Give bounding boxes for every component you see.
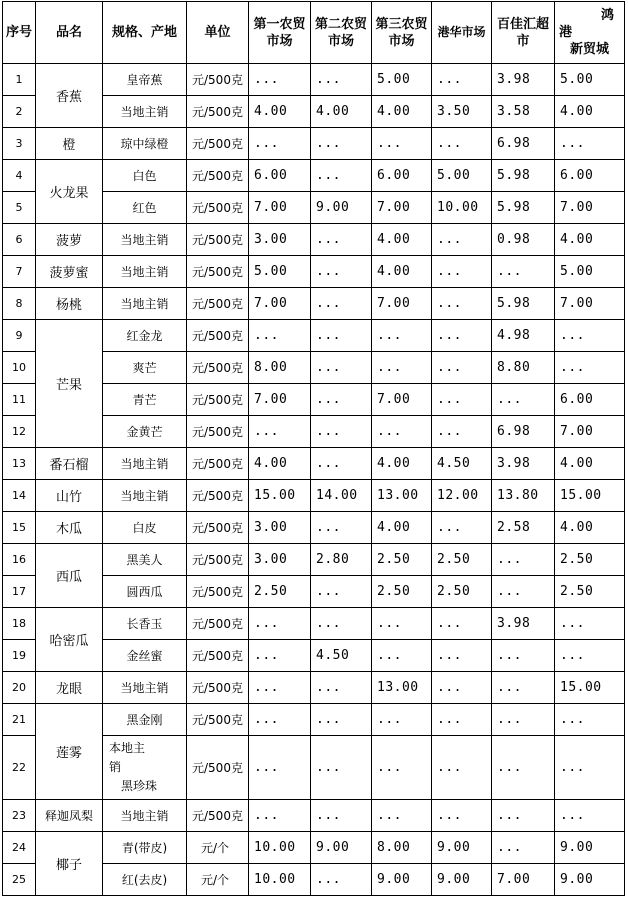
unit-cell: 元/500克	[187, 672, 249, 704]
price-cell: ...	[492, 544, 555, 576]
spec-cell: 白皮	[103, 512, 187, 544]
row-number: 20	[3, 672, 36, 704]
product-name: 菠萝蜜	[36, 256, 103, 288]
product-name: 山竹	[36, 480, 103, 512]
table-row	[3, 64, 625, 96]
row-number: 8	[3, 288, 36, 320]
header-name: 品名	[36, 2, 103, 64]
table-row	[3, 704, 625, 736]
price-cell: ...	[311, 160, 372, 192]
price-cell: 3.98	[492, 64, 555, 96]
price-cell: ...	[372, 416, 432, 448]
price-cell: ...	[432, 800, 492, 832]
price-cell: 6.00	[555, 384, 625, 416]
spec-cell: 当地主销	[103, 256, 187, 288]
price-cell: ...	[492, 256, 555, 288]
price-cell: ...	[311, 864, 372, 896]
header-market-4: 港华市场	[432, 2, 492, 64]
unit-cell: 元/个	[187, 864, 249, 896]
row-number: 24	[3, 832, 36, 864]
price-cell: ...	[311, 512, 372, 544]
header-market-5	[492, 2, 555, 64]
price-cell: ...	[249, 672, 311, 704]
price-cell: 5.98	[492, 160, 555, 192]
spec-cell: 青芒	[103, 384, 187, 416]
product-name: 莲雾	[36, 704, 103, 800]
price-cell: 4.00	[249, 96, 311, 128]
price-cell: ...	[492, 832, 555, 864]
header-spec: 规格、产地	[103, 2, 187, 64]
price-cell: ...	[492, 672, 555, 704]
price-cell: 7.00	[372, 192, 432, 224]
price-cell: 7.00	[249, 192, 311, 224]
spec-cell: 当地主销	[103, 800, 187, 832]
row-number: 18	[3, 608, 36, 640]
row-number: 25	[3, 864, 36, 896]
unit-cell: 元/500克	[187, 224, 249, 256]
table-row	[3, 544, 625, 576]
table-row	[3, 608, 625, 640]
price-cell: 9.00	[372, 864, 432, 896]
spec-cell: 圆西瓜	[103, 576, 187, 608]
price-cell: ...	[311, 576, 372, 608]
row-number: 11	[3, 384, 36, 416]
header-market-5-line1: 百佳汇超	[496, 16, 549, 32]
price-cell: 4.50	[311, 640, 372, 672]
spec-cell: 当地主销	[103, 448, 187, 480]
product-name: 释迦凤梨	[36, 800, 103, 832]
row-number: 17	[3, 576, 36, 608]
price-cell: 7.00	[372, 288, 432, 320]
unit-cell: 元/500克	[187, 128, 249, 160]
price-cell: ...	[311, 704, 372, 736]
price-cell: ...	[311, 352, 372, 384]
price-cell: ...	[311, 672, 372, 704]
price-cell: 2.50	[432, 544, 492, 576]
price-cell: ...	[432, 352, 492, 384]
row-number: 5	[3, 192, 36, 224]
header-market-2-line2: 市场	[327, 33, 354, 49]
price-cell: ...	[432, 224, 492, 256]
unit-cell: 元/500克	[187, 256, 249, 288]
spec-cell	[103, 736, 187, 800]
price-cell: ...	[432, 288, 492, 320]
header-market-3	[372, 2, 432, 64]
table-row	[3, 800, 625, 832]
row-number: 3	[3, 128, 36, 160]
price-cell: ...	[432, 128, 492, 160]
header-market-6-line3: 新贸城	[569, 42, 609, 57]
product-name: 西瓜	[36, 544, 103, 608]
price-cell: ...	[249, 128, 311, 160]
price-cell: 2.50	[249, 576, 311, 608]
table-row	[3, 672, 625, 704]
price-cell: ...	[311, 320, 372, 352]
price-cell: 4.50	[432, 448, 492, 480]
price-cell: 13.00	[372, 672, 432, 704]
price-cell: ...	[555, 128, 625, 160]
price-cell: ...	[249, 608, 311, 640]
price-cell: ...	[311, 224, 372, 256]
unit-cell: 元/500克	[187, 64, 249, 96]
product-name: 番石榴	[36, 448, 103, 480]
price-cell: 6.00	[372, 160, 432, 192]
price-cell: ...	[555, 800, 625, 832]
unit-cell: 元/500克	[187, 704, 249, 736]
price-cell: ...	[249, 640, 311, 672]
price-cell: ...	[432, 64, 492, 96]
price-cell: ...	[492, 736, 555, 800]
price-cell: 9.00	[432, 864, 492, 896]
price-cell: ...	[432, 736, 492, 800]
price-cell: 4.00	[372, 224, 432, 256]
price-cell: ...	[432, 384, 492, 416]
price-cell: 2.50	[372, 576, 432, 608]
price-cell: 5.00	[372, 64, 432, 96]
spec-cell: 琼中绿橙	[103, 128, 187, 160]
product-name: 木瓜	[36, 512, 103, 544]
row-number: 4	[3, 160, 36, 192]
spec-cell: 爽芒	[103, 352, 187, 384]
spec-cell: 黑金刚	[103, 704, 187, 736]
unit-cell: 元/500克	[187, 416, 249, 448]
price-cell: ...	[555, 352, 625, 384]
price-cell: 7.00	[249, 384, 311, 416]
price-cell: 5.00	[555, 256, 625, 288]
spec-cell: 黑美人	[103, 544, 187, 576]
price-cell: 4.00	[372, 448, 432, 480]
price-cell: ...	[311, 736, 372, 800]
price-cell: 13.80	[492, 480, 555, 512]
unit-cell: 元/个	[187, 832, 249, 864]
spec-cell: 青(带皮)	[103, 832, 187, 864]
header-market-6-line1: 鸿	[600, 8, 614, 23]
row-number: 22	[3, 736, 36, 800]
table-row	[3, 256, 625, 288]
header-no: 序号	[3, 2, 36, 64]
header-market-2	[311, 2, 372, 64]
price-cell: 3.00	[249, 512, 311, 544]
spec-cell: 白色	[103, 160, 187, 192]
price-cell: 5.00	[249, 256, 311, 288]
price-cell: 9.00	[555, 832, 625, 864]
price-cell: 5.98	[492, 288, 555, 320]
price-cell: 12.00	[432, 480, 492, 512]
price-cell: 7.00	[372, 384, 432, 416]
product-name: 菠萝	[36, 224, 103, 256]
product-name: 芒果	[36, 320, 103, 448]
price-cell: 7.00	[555, 416, 625, 448]
price-cell: ...	[311, 416, 372, 448]
unit-cell: 元/500克	[187, 800, 249, 832]
price-cell: ...	[492, 640, 555, 672]
price-cell: 13.00	[372, 480, 432, 512]
price-cell: 4.00	[555, 448, 625, 480]
price-cell: ...	[249, 64, 311, 96]
header-market-3-line2: 市场	[388, 33, 415, 49]
spec-cell: 红金龙	[103, 320, 187, 352]
price-cell: 10.00	[432, 192, 492, 224]
spec-cell: 红(去皮)	[103, 864, 187, 896]
price-cell: 14.00	[311, 480, 372, 512]
price-cell: ...	[372, 320, 432, 352]
price-cell: ...	[311, 128, 372, 160]
price-cell: 6.00	[555, 160, 625, 192]
price-cell: 2.80	[311, 544, 372, 576]
row-number: 15	[3, 512, 36, 544]
table-row	[3, 160, 625, 192]
spec-line: 黑珍珠	[121, 779, 158, 793]
spec-cell: 金黄芒	[103, 416, 187, 448]
price-cell: ...	[311, 608, 372, 640]
price-cell: 2.50	[555, 544, 625, 576]
unit-cell: 元/500克	[187, 320, 249, 352]
price-cell: 4.00	[311, 96, 372, 128]
unit-cell: 元/500克	[187, 640, 249, 672]
price-cell: 9.00	[311, 832, 372, 864]
spec-cell: 当地主销	[103, 288, 187, 320]
price-cell: 7.00	[249, 288, 311, 320]
unit-cell: 元/500克	[187, 384, 249, 416]
price-cell: 7.00	[492, 864, 555, 896]
price-cell: ...	[555, 608, 625, 640]
price-cell: 8.80	[492, 352, 555, 384]
unit-cell: 元/500克	[187, 448, 249, 480]
price-cell: 15.00	[555, 480, 625, 512]
row-number: 21	[3, 704, 36, 736]
price-cell: 0.98	[492, 224, 555, 256]
price-cell: ...	[311, 288, 372, 320]
price-cell: ...	[249, 416, 311, 448]
price-cell: 2.50	[555, 576, 625, 608]
price-cell: 4.00	[249, 448, 311, 480]
price-cell: ...	[492, 576, 555, 608]
spec-cell: 金丝蜜	[103, 640, 187, 672]
price-cell: ...	[492, 384, 555, 416]
price-cell: 3.00	[249, 544, 311, 576]
price-cell: ...	[249, 800, 311, 832]
table-row	[3, 448, 625, 480]
price-cell: 10.00	[249, 864, 311, 896]
price-cell: 15.00	[555, 672, 625, 704]
unit-cell: 元/500克	[187, 352, 249, 384]
price-cell: ...	[432, 256, 492, 288]
unit-cell: 元/500克	[187, 544, 249, 576]
price-cell: ...	[432, 672, 492, 704]
price-cell: ...	[492, 800, 555, 832]
spec-cell: 皇帝蕉	[103, 64, 187, 96]
price-cell: ...	[432, 704, 492, 736]
price-cell: ...	[432, 512, 492, 544]
row-number: 2	[3, 96, 36, 128]
spec-line: 本地主	[109, 741, 146, 755]
unit-cell: 元/500克	[187, 96, 249, 128]
product-name: 橙	[36, 128, 103, 160]
price-cell: ...	[249, 736, 311, 800]
price-cell: 3.98	[492, 448, 555, 480]
header-market-6-line2: 港	[559, 25, 573, 40]
unit-cell: 元/500克	[187, 288, 249, 320]
price-cell: 4.00	[555, 96, 625, 128]
header-unit: 单位	[187, 2, 249, 64]
price-cell: 6.98	[492, 416, 555, 448]
price-cell: ...	[311, 64, 372, 96]
price-cell: 3.50	[432, 96, 492, 128]
price-cell: 8.00	[249, 352, 311, 384]
price-cell: 4.98	[492, 320, 555, 352]
product-name: 火龙果	[36, 160, 103, 224]
price-cell: ...	[311, 800, 372, 832]
header-row	[3, 2, 625, 64]
row-number: 14	[3, 480, 36, 512]
product-name: 龙眼	[36, 672, 103, 704]
spec-cell: 红色	[103, 192, 187, 224]
table-row	[3, 512, 625, 544]
price-cell: ...	[432, 608, 492, 640]
price-cell: ...	[432, 640, 492, 672]
header-market-1	[249, 2, 311, 64]
row-number: 10	[3, 352, 36, 384]
price-cell: ...	[249, 320, 311, 352]
price-cell: 15.00	[249, 480, 311, 512]
row-number: 7	[3, 256, 36, 288]
price-cell: ...	[372, 640, 432, 672]
price-cell: 2.58	[492, 512, 555, 544]
price-cell: ...	[555, 320, 625, 352]
price-cell: ...	[372, 608, 432, 640]
price-cell: 2.50	[432, 576, 492, 608]
header-market-1-line1: 第一农贸	[253, 16, 306, 32]
price-cell: ...	[555, 736, 625, 800]
price-cell: ...	[372, 352, 432, 384]
spec-line: 销	[109, 760, 122, 774]
spec-cell: 当地主销	[103, 96, 187, 128]
price-cell: ...	[372, 128, 432, 160]
price-cell: 5.98	[492, 192, 555, 224]
unit-cell: 元/500克	[187, 576, 249, 608]
price-cell: 7.00	[555, 288, 625, 320]
price-cell: 9.00	[555, 864, 625, 896]
product-name: 香蕉	[36, 64, 103, 128]
row-number: 19	[3, 640, 36, 672]
price-cell: 4.00	[372, 256, 432, 288]
row-number: 1	[3, 64, 36, 96]
price-cell: ...	[432, 416, 492, 448]
header-market-5-line2: 市	[516, 33, 530, 49]
price-cell: 4.00	[555, 224, 625, 256]
row-number: 12	[3, 416, 36, 448]
price-cell: 4.00	[555, 512, 625, 544]
table-row	[3, 224, 625, 256]
row-number: 9	[3, 320, 36, 352]
price-cell: ...	[311, 448, 372, 480]
unit-cell: 元/500克	[187, 192, 249, 224]
price-cell: ...	[432, 320, 492, 352]
header-market-3-line1: 第三农贸	[375, 16, 428, 32]
price-cell: ...	[555, 640, 625, 672]
price-cell: 3.98	[492, 608, 555, 640]
price-table	[2, 1, 625, 896]
price-cell: 3.58	[492, 96, 555, 128]
price-cell: 10.00	[249, 832, 311, 864]
price-cell: ...	[372, 704, 432, 736]
price-cell: 3.00	[249, 224, 311, 256]
table-row	[3, 128, 625, 160]
price-cell: 9.00	[311, 192, 372, 224]
price-cell: 8.00	[372, 832, 432, 864]
price-cell: 7.00	[555, 192, 625, 224]
price-cell: ...	[372, 800, 432, 832]
unit-cell: 元/500克	[187, 512, 249, 544]
table-row	[3, 288, 625, 320]
table-row	[3, 832, 625, 864]
table-row	[3, 320, 625, 352]
price-cell: 2.50	[372, 544, 432, 576]
price-cell: ...	[249, 704, 311, 736]
table-row	[3, 480, 625, 512]
row-number: 13	[3, 448, 36, 480]
row-number: 16	[3, 544, 36, 576]
price-cell: 6.98	[492, 128, 555, 160]
price-cell: 5.00	[555, 64, 625, 96]
spec-cell: 当地主销	[103, 480, 187, 512]
price-cell: 4.00	[372, 512, 432, 544]
spec-cell: 当地主销	[103, 224, 187, 256]
row-number: 23	[3, 800, 36, 832]
header-market-2-line1: 第二农贸	[314, 16, 367, 32]
header-market-1-line2: 市场	[266, 33, 293, 49]
price-cell: 4.00	[372, 96, 432, 128]
product-name: 杨桃	[36, 288, 103, 320]
price-cell: ...	[555, 704, 625, 736]
price-cell: ...	[311, 256, 372, 288]
price-cell: 5.00	[432, 160, 492, 192]
spec-cell: 当地主销	[103, 672, 187, 704]
unit-cell: 元/500克	[187, 160, 249, 192]
product-name: 哈密瓜	[36, 608, 103, 672]
header-market-6	[555, 2, 625, 64]
price-cell: 9.00	[432, 832, 492, 864]
unit-cell: 元/500克	[187, 608, 249, 640]
row-number: 6	[3, 224, 36, 256]
price-cell: ...	[492, 704, 555, 736]
price-cell: ...	[372, 736, 432, 800]
price-cell: ...	[311, 384, 372, 416]
product-name: 椰子	[36, 832, 103, 896]
unit-cell: 元/500克	[187, 736, 249, 800]
price-cell: 6.00	[249, 160, 311, 192]
spec-cell: 长香玉	[103, 608, 187, 640]
unit-cell: 元/500克	[187, 480, 249, 512]
